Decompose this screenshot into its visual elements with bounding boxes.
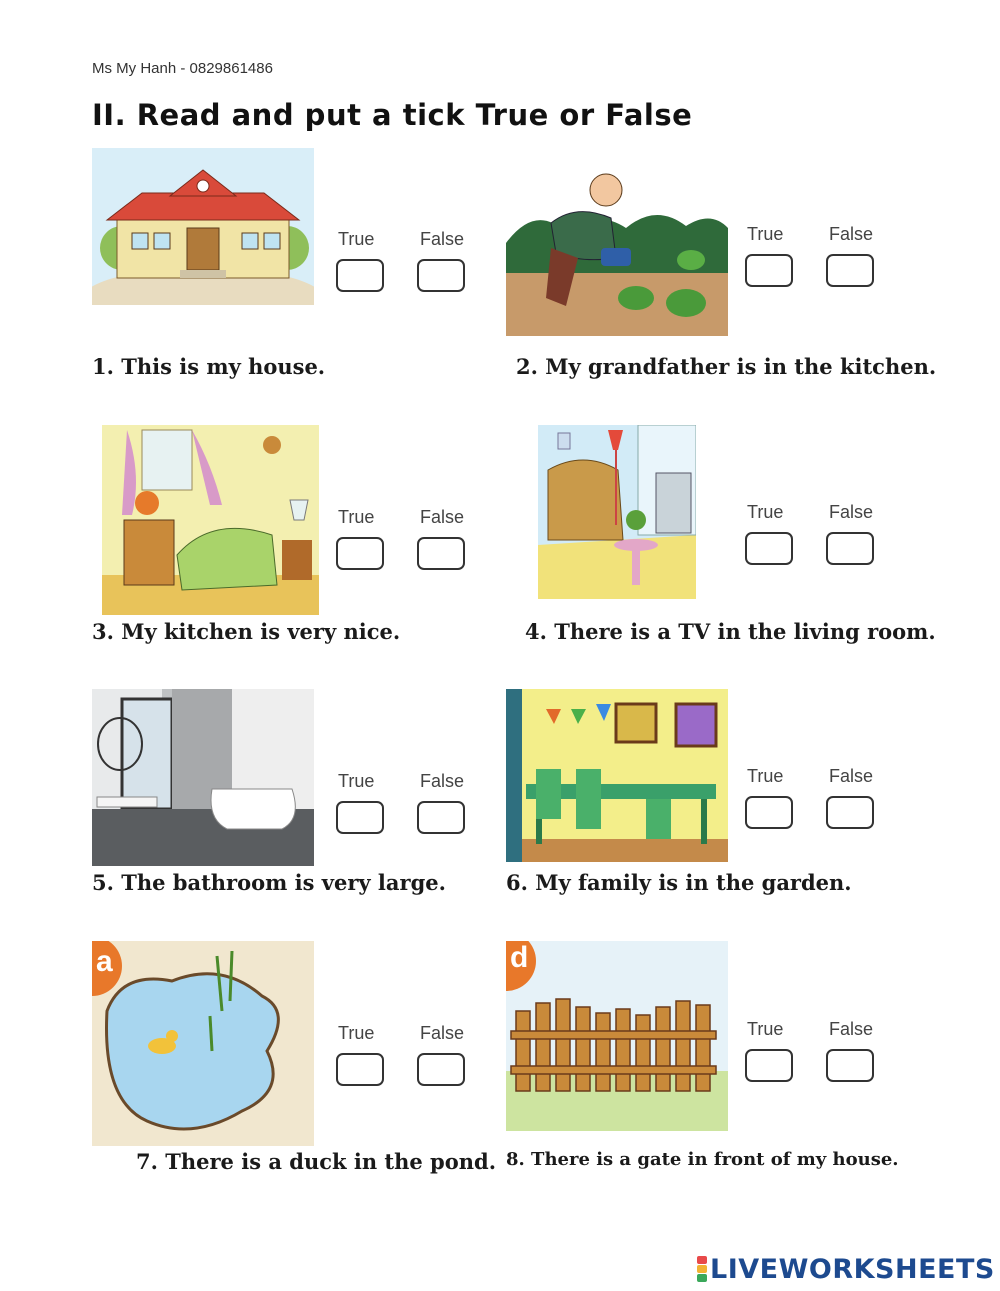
pond-picture	[92, 941, 314, 1146]
true-label: True	[338, 771, 375, 791]
false-label: False	[829, 224, 874, 244]
true-checkbox-8[interactable]	[745, 1049, 793, 1082]
picture-badge: a	[96, 945, 113, 978]
false-label: False	[420, 507, 465, 527]
true-label: True	[747, 1019, 784, 1039]
true-checkbox-4[interactable]	[745, 532, 793, 565]
true-label: True	[747, 502, 784, 522]
sentence-8: 8. There is a gate in front of my house.	[506, 1149, 899, 1170]
logo-text: LIVEWORKSHEETS	[710, 1253, 995, 1285]
true-label: True	[747, 224, 784, 244]
page-title: II. Read and put a tick True or False	[92, 98, 693, 132]
sentence-7: 7. There is a duck in the pond.	[136, 1149, 497, 1174]
bathroom-picture	[92, 689, 314, 866]
true-checkbox-7[interactable]	[336, 1053, 384, 1086]
bedroom-picture	[102, 425, 319, 615]
false-checkbox-5[interactable]	[417, 801, 465, 834]
false-checkbox-4[interactable]	[826, 532, 874, 565]
picture-badge: d	[510, 941, 529, 974]
true-checkbox-3[interactable]	[336, 537, 384, 570]
grandfather-garden-picture	[506, 148, 728, 336]
true-checkbox-1[interactable]	[336, 259, 384, 292]
true-label: True	[338, 507, 375, 527]
house-picture	[92, 148, 314, 305]
sentence-1: 1. This is my house.	[92, 354, 326, 379]
false-checkbox-3[interactable]	[417, 537, 465, 570]
false-checkbox-1[interactable]	[417, 259, 465, 292]
false-label: False	[420, 1023, 465, 1043]
living-room-picture	[538, 425, 696, 599]
false-checkbox-2[interactable]	[826, 254, 874, 287]
sentence-3: 3. My kitchen is very nice.	[92, 619, 401, 644]
logo-mark-icon	[697, 1256, 707, 1282]
sentence-6: 6. My family is in the garden.	[506, 870, 852, 895]
true-checkbox-5[interactable]	[336, 801, 384, 834]
false-label: False	[420, 229, 465, 249]
author-line: Ms My Hanh - 0829861486	[92, 60, 273, 77]
false-label: False	[829, 502, 874, 522]
fence-picture	[506, 941, 728, 1131]
sentence-5: 5. The bathroom is very large.	[92, 870, 446, 895]
sentence-4: 4. There is a TV in the living room.	[525, 619, 936, 644]
false-checkbox-7[interactable]	[417, 1053, 465, 1086]
sentence-2: 2. My grandfather is in the kitchen.	[516, 354, 937, 379]
false-label: False	[829, 1019, 874, 1039]
false-checkbox-6[interactable]	[826, 796, 874, 829]
true-label: True	[338, 229, 375, 249]
true-label: True	[338, 1023, 375, 1043]
dining-room-picture	[506, 689, 728, 862]
liveworksheets-logo	[697, 1252, 995, 1286]
false-label: False	[829, 766, 874, 786]
true-checkbox-6[interactable]	[745, 796, 793, 829]
false-label: False	[420, 771, 465, 791]
true-label: True	[747, 766, 784, 786]
false-checkbox-8[interactable]	[826, 1049, 874, 1082]
true-checkbox-2[interactable]	[745, 254, 793, 287]
